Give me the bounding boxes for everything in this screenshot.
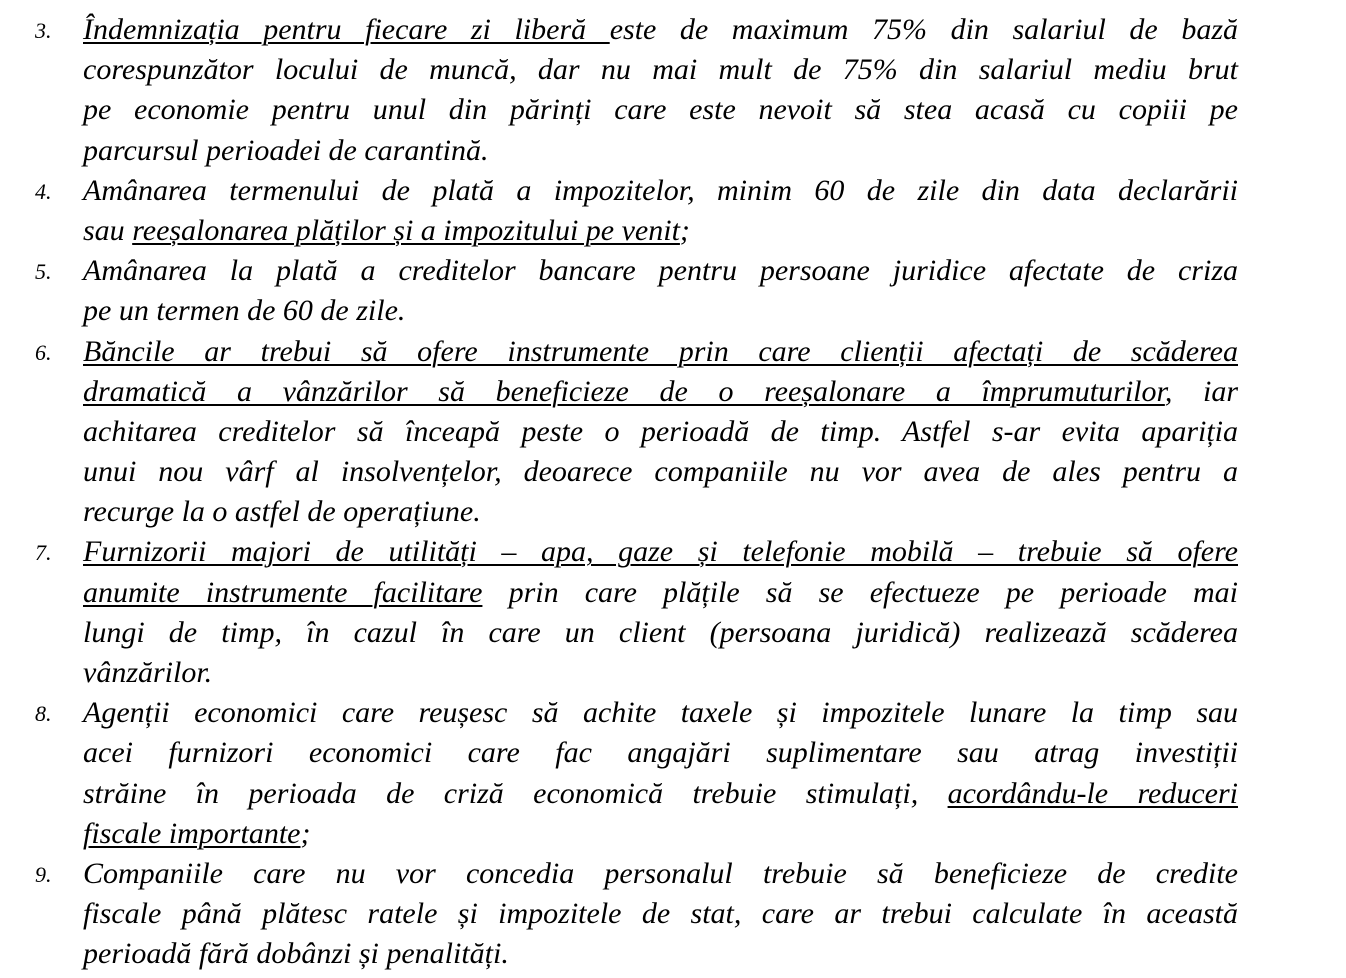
list-number: 8. [35,701,52,727]
text-line [83,573,1238,613]
text-line: achitarea creditelor să înceapă peste o perioadă de timp. Astfel s-ar evita apariția [83,414,1238,448]
text-line [83,814,1238,854]
text-line: Companiile care nu vor concedia personalul trebuie să beneficieze de credite [83,856,1238,890]
plain-text: străine în perioada de criză economică trebuie stimulați, [83,776,948,810]
text-line: pe economie pentru unul din părinți care este nevoit să stea acasă cu copiii pe [83,93,1238,127]
list-item-4 [0,171,1238,251]
text-line: Amânarea termenului de plată a impozitelor, minim 60 de zile din data declarării [83,173,1238,207]
underlined-text: anumite instrumente facilitare [83,575,483,609]
plain-text: ; [300,816,311,850]
list-number: 5. [35,259,52,285]
text-line [83,211,1238,251]
list-item-6 [0,332,1238,533]
list-number: 9. [35,861,52,887]
underlined-text: Furnizorii majori de utilități – apa, gaze și telefonie mobilă – trebuie să ofere [83,535,1238,569]
text-line: corespunzător locului de muncă, dar nu mai mult de 75% din salariul mediu brut [83,53,1238,87]
plain-text: sau [83,213,133,247]
text-line: Amânarea la plată a creditelor bancare pentru persoane juridice afectate de criza [83,254,1238,288]
list-item-8 [0,693,1238,854]
underlined-text: fiscale importante [83,816,301,850]
underlined-text: dramatică a vânzărilor să beneficieze de o reeșalonare a împrumuturilor [83,374,1165,408]
text-line [83,332,1238,372]
text-line: unui nou vârf al insolvențelor, deoarece companiile nu vor avea de ales pentru a [83,455,1238,489]
text-line: Agenții economici care reușesc să achite taxele și impozitele lunare la timp sau [83,696,1238,730]
text-line [83,532,1238,572]
plain-text: , iar [1164,374,1238,408]
list-number: 3. [35,18,52,43]
list-number: 6. [35,339,52,365]
plain-text: ; [679,213,690,247]
text-line: parcursul perioadei de carantină. [83,133,489,167]
plain-text: prin care plățile să se efectueze pe perioade mai [482,575,1239,609]
text-line: lungi de timp, în cazul în care un client (persoana juridică) realizează scăderea [83,615,1238,649]
underlined-text: Băncile ar trebui să ofere instrumente prin care clienții afectați de scăderea [83,334,1238,368]
text-line: perioadă fără dobânzi și penalități. [83,937,509,971]
list-number: 7. [35,540,52,566]
text-line [83,372,1238,412]
text-line: recurge la o astfel de operațiune. [83,495,481,529]
text-line: pe un termen de 60 de zile. [83,294,406,328]
text-line [83,774,1238,814]
text-line: acei furnizori economici care fac angajări suplimentare sau atrag investiții [83,736,1238,770]
underlined-text: Îndemnizația pentru fiecare zi liberă [83,13,610,46]
underlined-text: reeșalonarea plăților și a impozitului pe venit [132,213,680,247]
document-page [0,10,1346,975]
list-item-3 [0,10,1238,171]
plain-text: este de maximum 75% din salariul de bază [609,13,1238,46]
text-line: vânzărilor. [83,656,213,689]
list-item-7 [0,532,1238,693]
list-item-5 [0,251,1238,331]
underlined-text: acordându-le reduceri [947,776,1238,810]
list-number: 4. [35,178,52,204]
list-item-9 [0,854,1238,975]
text-line: fiscale până plătesc ratele și impozitele de stat, care ar trebui calculate în această [83,897,1238,931]
text-line [83,10,1238,50]
